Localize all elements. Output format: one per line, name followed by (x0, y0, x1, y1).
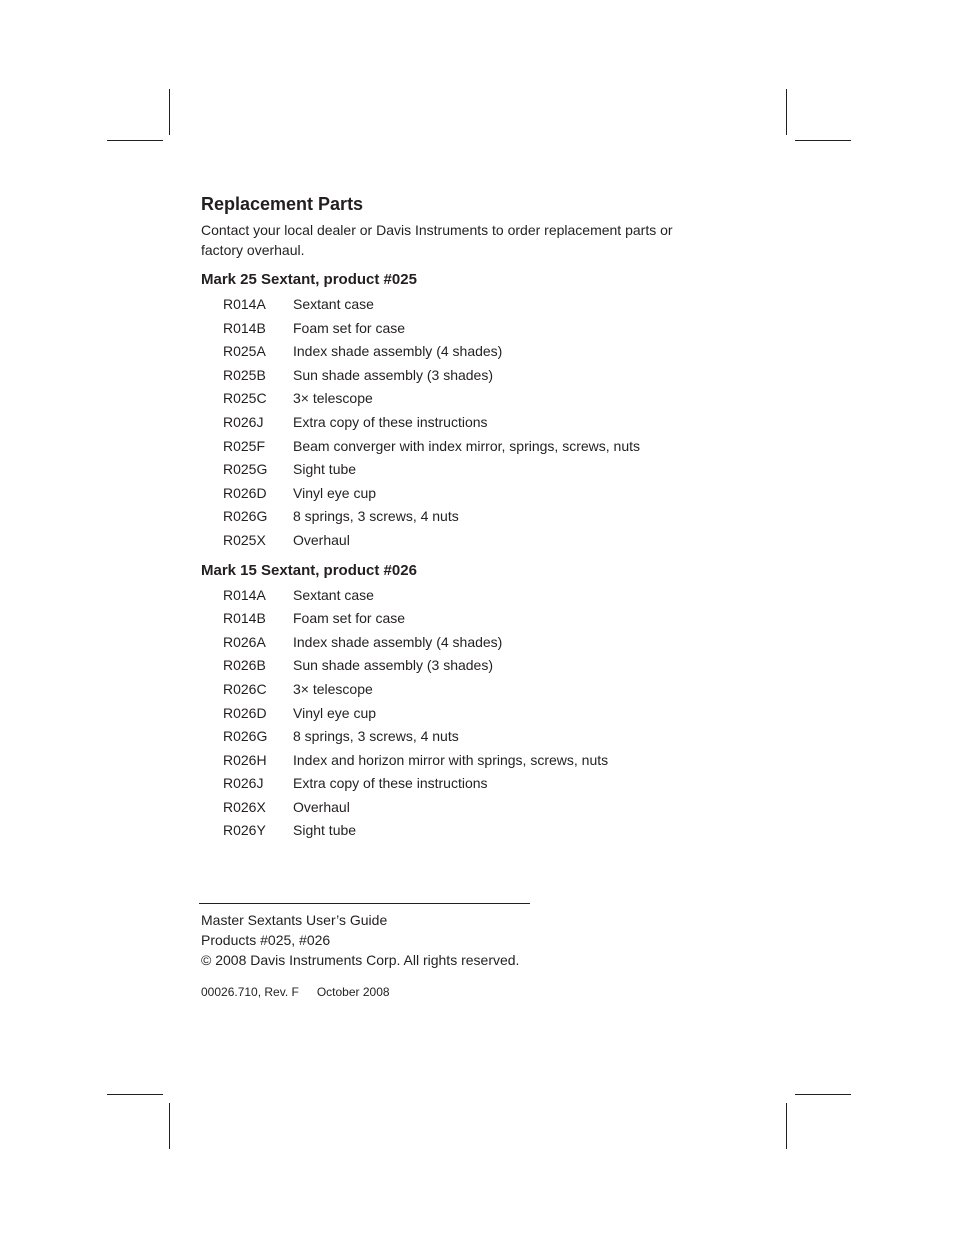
part-description: Sun shade assembly (3 shades) (293, 657, 493, 674)
part-description: Sextant case (293, 586, 374, 603)
part-code: R014B (223, 319, 266, 336)
part-description: 3× telescope (293, 390, 373, 407)
crop-mark-top-left-horizontal (107, 140, 163, 141)
part-code: R026Y (223, 822, 266, 839)
mark15-parts-list (223, 584, 721, 844)
intro-paragraph: Contact your local dealer or Davis Instruments to order replacement parts or factory overhaul. (201, 222, 673, 258)
part-row (223, 529, 721, 553)
crop-mark-top-right-horizontal (795, 140, 851, 141)
part-code: R026H (223, 751, 267, 768)
colophon (199, 903, 530, 1000)
part-code: R026X (223, 798, 266, 815)
part-code: R025A (223, 343, 266, 360)
part-code: R026B (223, 657, 266, 674)
crop-mark-top-right-vertical (786, 89, 787, 135)
part-code: R025F (223, 437, 266, 454)
part-description: Foam set for case (293, 319, 406, 336)
part-row (223, 678, 721, 702)
part-code: R025X (223, 531, 266, 548)
part-description: Sight tube (293, 461, 357, 478)
part-row (223, 654, 721, 678)
part-code: R026J (223, 775, 264, 792)
page-content (201, 192, 721, 843)
part-row (223, 293, 721, 317)
part-description: Index shade assembly (4 shades) (293, 633, 503, 650)
part-row (223, 364, 721, 388)
part-code: R026G (223, 508, 268, 525)
part-row (223, 458, 721, 482)
part-description: Extra copy of these instructions (293, 413, 488, 430)
part-code: R014A (223, 586, 266, 603)
part-code: R026C (223, 680, 267, 697)
part-row (223, 725, 721, 749)
mark25-heading: Mark 25 Sextant, product #025 (201, 271, 417, 288)
crop-mark-bottom-left-vertical (169, 1103, 170, 1149)
part-description: 8 springs, 3 screws, 4 nuts (293, 508, 459, 525)
part-row (223, 482, 721, 506)
part-description: Sun shade assembly (3 shades) (293, 366, 493, 383)
part-code: R014A (223, 296, 266, 312)
part-description: Extra copy of these instructions (293, 775, 488, 792)
crop-mark-bottom-right-horizontal (795, 1094, 851, 1095)
crop-mark-bottom-right-vertical (786, 1103, 787, 1149)
part-code: R026J (223, 413, 264, 430)
crop-mark-bottom-left-horizontal (107, 1094, 163, 1095)
footer-text (201, 910, 530, 970)
part-code: R014B (223, 610, 266, 627)
part-row (223, 411, 721, 435)
part-row (223, 819, 721, 843)
part-row (223, 607, 721, 631)
part-description: Sextant case (293, 296, 374, 312)
part-description: Foam set for case (293, 610, 406, 627)
part-row (223, 387, 721, 411)
mark25-parts-list (223, 293, 721, 553)
part-description: Vinyl eye cup (293, 704, 377, 721)
part-row (223, 505, 721, 529)
part-description: 3× telescope (293, 680, 373, 697)
part-row (223, 772, 721, 796)
guide-title: Master Sextants User’s Guide (201, 912, 388, 928)
part-row (223, 317, 721, 341)
products-line: Products #025, #026 (201, 932, 331, 948)
part-description: Overhaul (293, 798, 350, 815)
part-description: Vinyl eye cup (293, 484, 377, 501)
part-row (223, 340, 721, 364)
part-code: R026D (223, 704, 267, 721)
document-number-line (201, 984, 530, 1000)
part-row (223, 435, 721, 459)
part-description: Beam converger with index mirror, springs, screws, nuts (293, 437, 641, 454)
part-description: Index and horizon mirror with springs, screws, nuts (293, 751, 609, 768)
document-number: 00026.710, Rev. F (201, 985, 299, 999)
part-code: R025G (223, 461, 268, 478)
part-code: R025B (223, 366, 266, 383)
part-description: Index shade assembly (4 shades) (293, 343, 503, 360)
part-row (223, 631, 721, 655)
part-description: Overhaul (293, 531, 350, 548)
part-row (223, 702, 721, 726)
part-code: R025C (223, 390, 267, 407)
part-row (223, 584, 721, 608)
page-title: Replacement Parts (201, 194, 364, 214)
document-date: October 2008 (316, 985, 390, 999)
part-code: R026A (223, 633, 266, 650)
part-code: R026D (223, 484, 267, 501)
footer-rule (199, 903, 530, 904)
part-row (223, 749, 721, 773)
part-code: R026G (223, 728, 268, 745)
mark15-heading: Mark 15 Sextant, product #026 (201, 561, 417, 579)
copyright-line: © 2008 Davis Instruments Corp. All rights reserved. (201, 952, 520, 968)
part-description: Sight tube (293, 822, 357, 839)
crop-mark-top-left-vertical (169, 89, 170, 135)
part-description: 8 springs, 3 screws, 4 nuts (293, 728, 459, 745)
part-row (223, 796, 721, 820)
